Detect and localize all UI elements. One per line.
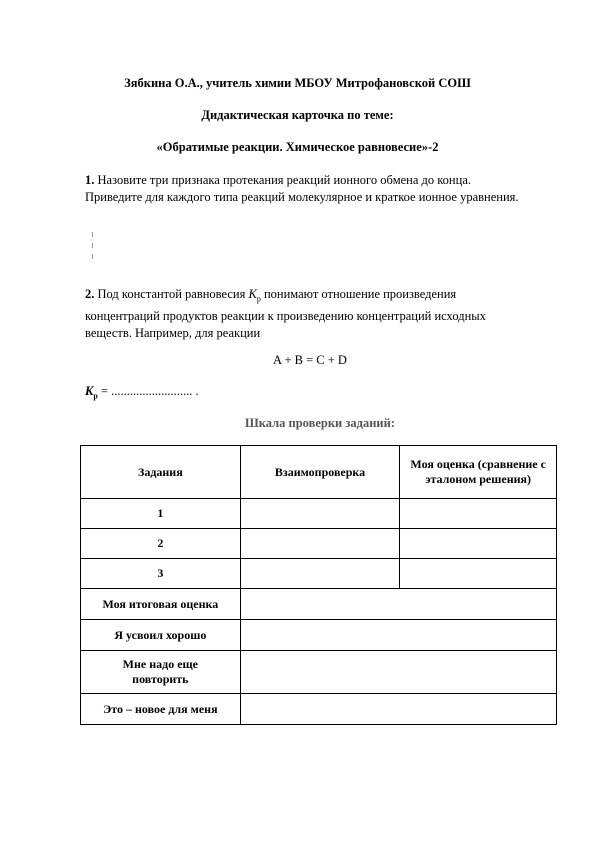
header-peer-check: Взаимопроверка — [240, 446, 400, 499]
assessment-table — [80, 445, 557, 725]
margin-marks — [92, 232, 94, 265]
task-2-text-after: понимают отношение произведения концентраций продуктов реакции к произведению концентраций исходных веществ. Например, для реакции — [85, 287, 486, 340]
kp-dots: = .......................... . — [97, 384, 199, 398]
kp-answer-line — [85, 384, 199, 401]
self-grade-cell[interactable] — [400, 499, 557, 529]
table-row — [81, 529, 557, 559]
task-1-text: Назовите три признака протекания реакций ионного обмена до конца. Приведите для каждого типа реакций молекулярное и краткое ионное уравнения. — [85, 173, 519, 204]
peer-check-cell[interactable] — [240, 529, 400, 559]
task-1 — [85, 172, 525, 206]
task-number-cell: 2 — [81, 529, 241, 559]
table-header-row — [81, 446, 557, 499]
table-row — [81, 589, 557, 620]
summary-label: Мне надо еще повторить — [81, 651, 241, 694]
card-title: Дидактическая карточка по теме: — [201, 108, 394, 122]
peer-check-cell[interactable] — [240, 499, 400, 529]
task-number-cell: 1 — [81, 499, 241, 529]
summary-answer-cell[interactable] — [240, 589, 556, 620]
task-2-text-before: Под константой равновесия — [97, 287, 246, 301]
summary-label: Моя итоговая оценка — [81, 589, 241, 620]
table-row — [81, 694, 557, 725]
summary-label: Я усвоил хорошо — [81, 620, 241, 651]
task-number-cell: 3 — [81, 559, 241, 589]
reaction-equation: A + B = C + D — [273, 353, 347, 367]
k-symbol: K — [248, 287, 257, 301]
table-row — [81, 620, 557, 651]
header-tasks: Задания — [81, 446, 241, 499]
scale-title: Шкала проверки заданий: — [245, 416, 395, 430]
summary-label: Это – новое для меня — [81, 694, 241, 725]
table-row — [81, 651, 557, 694]
kp-subscript: р — [93, 391, 98, 401]
kp-symbol: K — [85, 384, 94, 398]
table-row — [81, 559, 557, 589]
task-2 — [85, 286, 525, 342]
peer-check-cell[interactable] — [240, 559, 400, 589]
summary-answer-cell[interactable] — [240, 694, 556, 725]
task-2-number: 2. — [85, 287, 95, 301]
summary-answer-cell[interactable] — [240, 620, 556, 651]
author-line: Зябкина О.А., учитель химии МБОУ Митрофановской СОШ — [124, 76, 471, 90]
topic-title: «Обратимые реакции. Химическое равновесие»-2 — [156, 140, 439, 154]
table-row — [81, 499, 557, 529]
summary-answer-cell[interactable] — [240, 651, 556, 694]
task-1-number: 1. — [85, 173, 95, 187]
k-subscript: р — [256, 294, 261, 304]
self-grade-cell[interactable] — [400, 559, 557, 589]
self-grade-cell[interactable] — [400, 529, 557, 559]
header-self-grade: Моя оценка (сравнение с эталоном решения) — [400, 446, 557, 499]
